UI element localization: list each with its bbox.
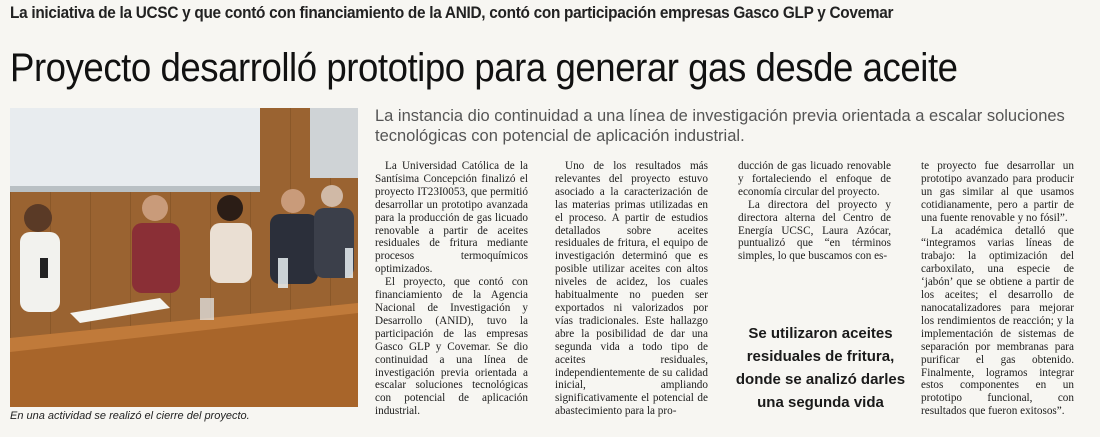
- body-column-1: [375, 160, 528, 418]
- article-photo: [10, 108, 358, 407]
- body-paragraph: ducción de gas licuado renovable y fortaleciendo el enfoque de economía circular del proyecto.: [738, 160, 891, 198]
- body-column-4: [921, 160, 1074, 418]
- article-deck: La instancia dio continuidad a una línea de investigación previa orientada a escalar soluciones tecnológicas con potencial de aplicación industrial.: [375, 107, 1065, 145]
- article-headline: Proyecto desarrolló prototipo para generar gas desde aceite: [10, 46, 958, 90]
- body-paragraph: El proyecto, que contó con financiamiento de la Agencia Nacional de Investigación y Desarrollo (ANID), tuvo la participación de las empresas Gasco GLP y Covemar. Se dio continuidad a una línea de investigación previa orientada a escalar soluciones tecnológicas con potencial de aplicación industrial.: [375, 276, 528, 418]
- photo-caption: En una actividad se realizó el cierre del proyecto.: [10, 410, 250, 422]
- body-column-3: [738, 160, 891, 263]
- body-paragraph: te proyecto fue desarrollar un prototipo avanzado para producir un gas similar al que usamos cotidianamente, pero a partir de una fuente renovable y no fósil”.: [921, 160, 1074, 224]
- body-paragraph: La académica detalló que “integramos varias líneas de trabajo: la optimización del carboxilato, una especie de ‘jabón’ que se obtiene a partir de los aceites; el desarrollo de nanocatalizadores para mejorar los rendimientos de reacción; y la implementación de sistemas de separación por membranas para purificar el gas obtenido. Finalmente, logramos integrar estos componentes en un prototipo funcional, con resultados que fueron exitosos”.: [921, 224, 1074, 418]
- pull-quote: Se utilizaron aceites residuales de fritura, donde se analizó darles una segunda vida: [735, 325, 906, 411]
- body-paragraph: Uno de los resultados más relevantes del proyecto estuvo asociado a la caracterización de las materias primas utilizadas en el proceso. A partir de estudios detallados sobre aceites residuales de fritura, el equipo de investigación determinó que es posible utilizar aceites con altos niveles de acidez, los cuales habitualmente no pueden ser exportados ni valorizados por vías tradicionales. Este hallazgo abre la posibilidad de dar una segunda vida a todo tipo de aceites residuales, independientemente de su calidad inicial, ampliando significativamente el potencial de abastecimiento para la pro-: [555, 160, 708, 418]
- article-kicker: La iniciativa de la UCSC y que contó con financiamiento de la ANID, contó con participación empresas Gasco GLP y Covemar: [10, 4, 894, 22]
- body-column-2: [555, 160, 708, 418]
- body-paragraph: La Universidad Católica de la Santísima Concepción finalizó el proyecto IT23I0053, que permitió desarrollar un prototipo avanzada para la producción de gas licuado renovable a partir de aceites residuales de fritura mediante procesos termoquímicos optimizados.: [375, 160, 528, 276]
- body-paragraph: La directora del proyecto y directora alterna del Centro de Energía UCSC, Laura Azócar, puntualizó que “en términos simples, lo que buscamos con es-: [738, 198, 891, 263]
